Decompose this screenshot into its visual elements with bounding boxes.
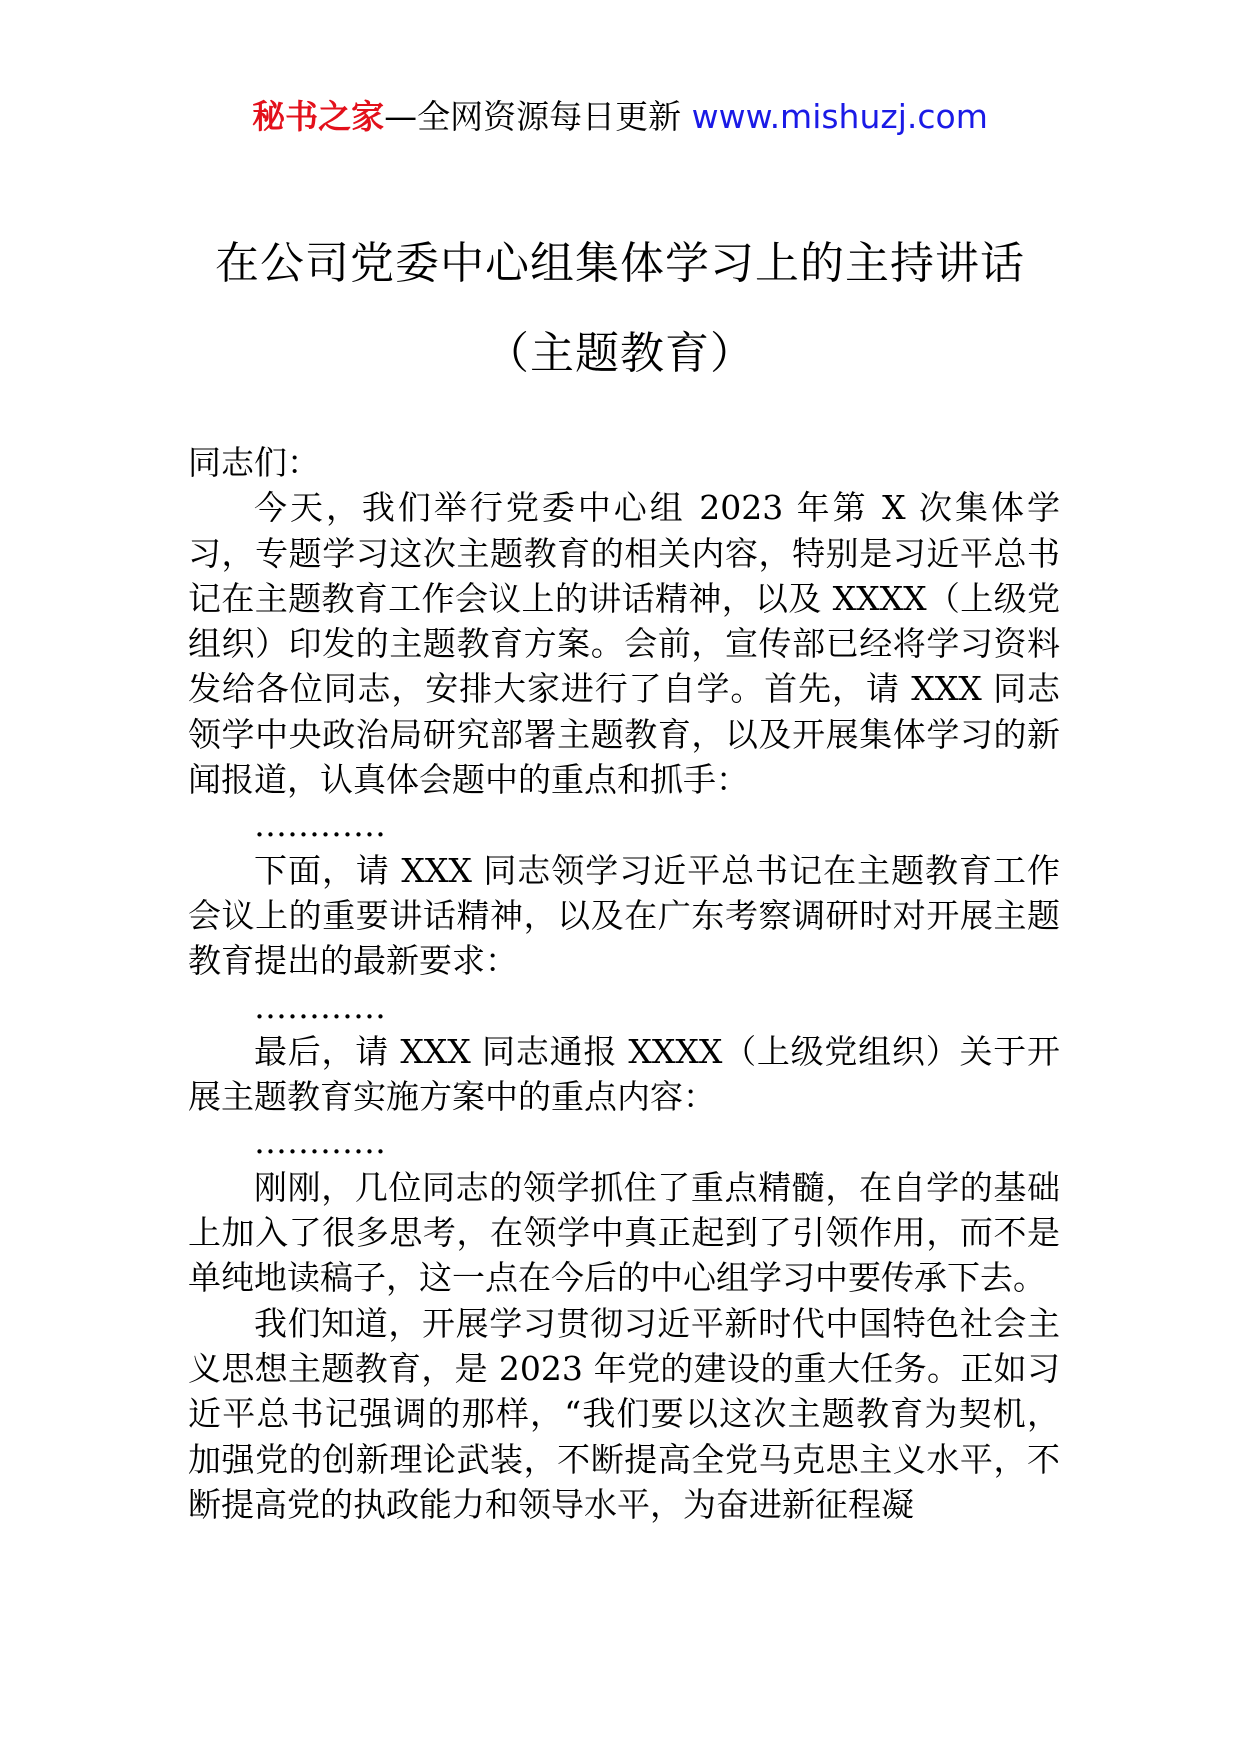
document-title: 在公司党委中心组集体学习上的主持讲话 <box>215 238 1025 289</box>
document-subtitle: （主题教育） <box>485 328 755 379</box>
brand-name: 秘书之家 <box>252 97 385 136</box>
salutation: 同志们： <box>188 443 320 482</box>
ellipsis-1: ………… <box>254 805 386 845</box>
paragraph-5: 我们知道，开展学习贯彻习近平新时代中国特色社会主义思想主题教育，是 2023 年党的建设的重大任务。正如习近平总书记强调的那样，“我们要以这次主题教育为契机，加强党的创新理论武装，不断提高全党马克思主义水平，不断提高党的执政能力和领导水平，为奋进新征程凝 <box>188 1303 1060 1524</box>
header-tagline: —全网资源每日更新 <box>384 97 692 136</box>
ellipsis-3: ………… <box>254 1122 386 1162</box>
ellipsis-2: ………… <box>254 986 386 1026</box>
paragraph-4: 刚刚，几位同志的领学抓住了重点精髓，在自学的基础上加入了很多思考，在领学中真正起到了引领作用，而不是单纯地读稿子，这一点在今后的中心组学习中要传承下去。 <box>188 1167 1060 1298</box>
site-url-link[interactable]: www.mishuzj.com <box>691 97 988 136</box>
paragraph-2: 下面，请 XXX 同志领学习近平总书记在主题教育工作会议上的重要讲话精神，以及在广东考察调研时对开展主题教育提出的最新要求： <box>188 850 1060 981</box>
document-body <box>188 440 1060 1527</box>
paragraph-1: 今天，我们举行党委中心组 2023 年第 X 次集体学习，专题学习这次主题教育的相关内容，特别是习近平总书记在主题教育工作会议上的讲话精神，以及 XXXX（上级党组织）印发的主题教育方案。会前，宣传部已经将学习资料发给各位同志，安排大家进行了自学。首先，请 XXX 同志领学中央政治局研究部署主题教育，以及开展集体学习的新闻报道，认真体会题中的重点和抓手： <box>188 488 1060 800</box>
site-header <box>0 92 1240 142</box>
paragraph-3: 最后，请 XXX 同志通报 XXXX（上级党组织）关于开展主题教育实施方案中的重点内容： <box>188 1031 1060 1117</box>
